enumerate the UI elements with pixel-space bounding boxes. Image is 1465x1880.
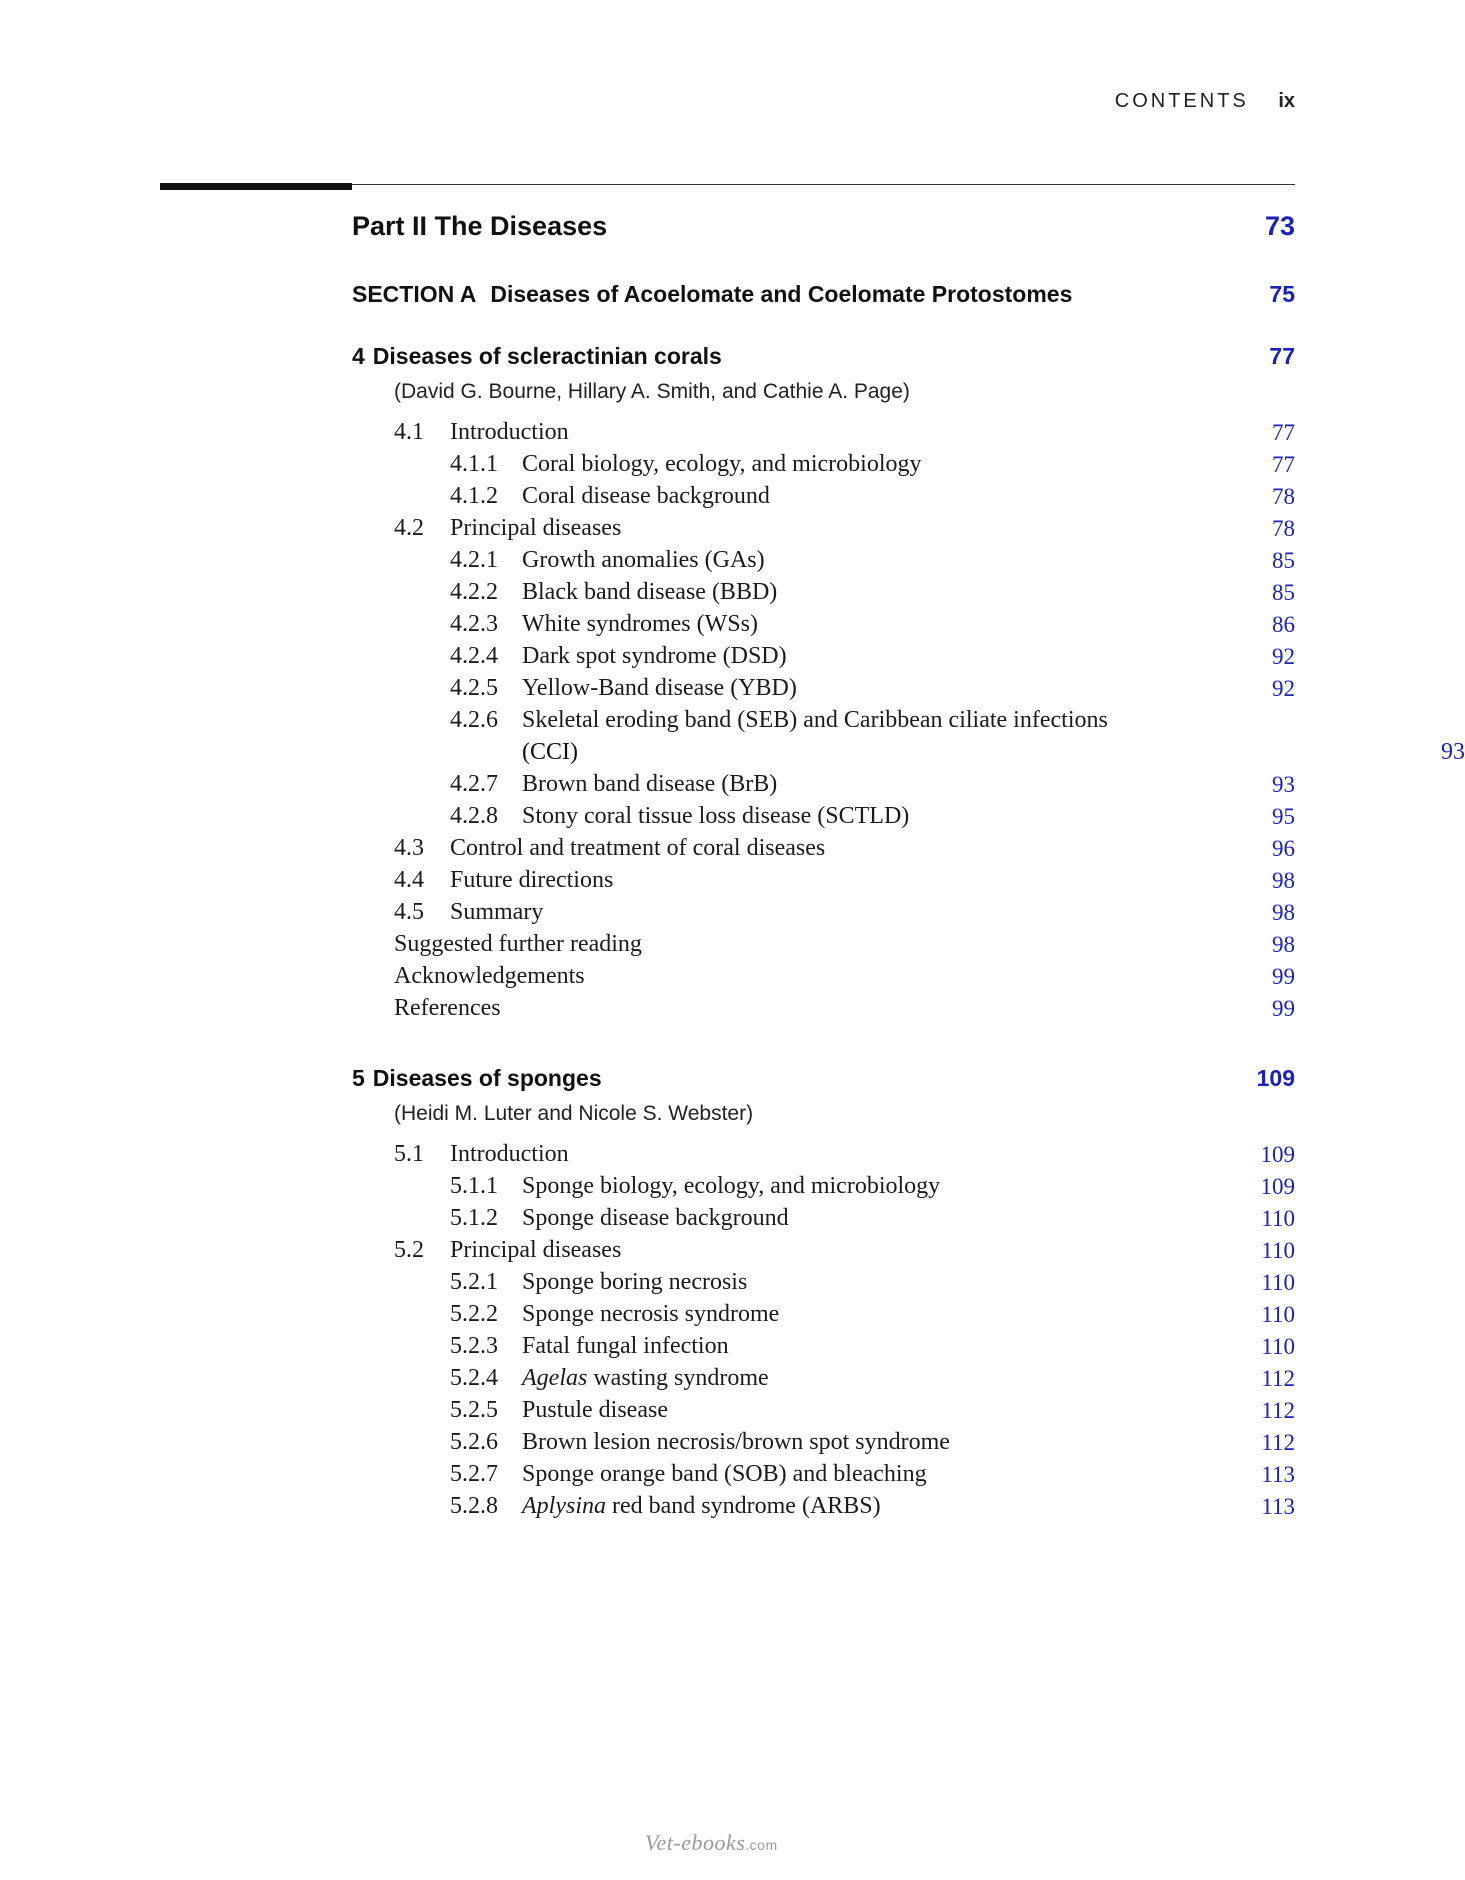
toc-entry-title: Suggested further reading bbox=[394, 931, 642, 957]
toc-entry-title: Stony coral tissue loss disease (SCTLD) bbox=[522, 803, 910, 829]
toc-entry-page-link[interactable]: 113 bbox=[1261, 1462, 1295, 1487]
toc-entry[interactable] bbox=[352, 542, 1295, 574]
toc-entry-page-link[interactable]: 112 bbox=[1261, 1398, 1295, 1423]
toc-entry-page-link[interactable]: 77 bbox=[1272, 452, 1295, 477]
chapter-number: 5 bbox=[352, 1065, 365, 1091]
toc-entry-page-link[interactable]: 98 bbox=[1272, 900, 1295, 925]
toc-entry-number: 5.1 bbox=[394, 1141, 424, 1167]
chapter-authors: (Heidi M. Luter and Nicole S. Webster) bbox=[394, 1102, 754, 1125]
toc-entry-page-link[interactable]: 85 bbox=[1272, 580, 1295, 605]
toc-entry-page-link[interactable]: 109 bbox=[1260, 1174, 1295, 1199]
toc-entry[interactable] bbox=[352, 958, 1295, 990]
toc-entry[interactable] bbox=[352, 1264, 1295, 1296]
toc-entry[interactable] bbox=[352, 638, 1295, 670]
toc-entry-title-rest: red band syndrome (ARBS) bbox=[606, 1493, 881, 1519]
chapter-number: 4 bbox=[352, 343, 365, 369]
toc-entry[interactable] bbox=[352, 1456, 1295, 1488]
toc-entry-page-link[interactable]: 112 bbox=[1261, 1430, 1295, 1455]
toc-entry-number: 5.2.8 bbox=[450, 1493, 498, 1519]
toc-entry[interactable] bbox=[352, 1200, 1295, 1232]
chapter-title: Diseases of scleractinian corals bbox=[372, 343, 722, 369]
toc-entry-title: Sponge boring necrosis bbox=[522, 1269, 748, 1295]
toc-entry[interactable] bbox=[352, 1328, 1295, 1360]
toc-entry-title: Future directions bbox=[450, 867, 614, 893]
toc-entry-title: Acknowledgements bbox=[394, 963, 585, 989]
toc-entry-page-link[interactable]: 110 bbox=[1261, 1334, 1295, 1359]
part-heading[interactable] bbox=[352, 198, 1295, 242]
toc-entry-number: 4.1 bbox=[394, 419, 424, 445]
watermark bbox=[645, 1830, 778, 1856]
toc-entry-page-link[interactable]: 92 bbox=[1272, 644, 1295, 669]
toc-entry[interactable] bbox=[352, 830, 1295, 862]
part-title: Part II The Diseases bbox=[352, 211, 608, 241]
toc-entry-title-italic: Aplysina bbox=[522, 1493, 606, 1519]
table-of-contents bbox=[352, 198, 1465, 1520]
running-head bbox=[1115, 90, 1295, 113]
running-head-label: CONTENTS bbox=[1114, 90, 1249, 112]
toc-entry[interactable] bbox=[352, 1488, 1295, 1520]
toc-entry-number: 4.1.2 bbox=[450, 483, 498, 509]
toc-entry-page-link[interactable]: 98 bbox=[1272, 932, 1295, 957]
toc-entry-number: 5.2.2 bbox=[450, 1301, 498, 1327]
toc-entry[interactable] bbox=[352, 862, 1295, 894]
toc-entry-title: Control and treatment of coral diseases bbox=[450, 835, 826, 861]
toc-entry-title: Principal diseases bbox=[450, 515, 622, 541]
toc-entry-number: 4.2 bbox=[394, 515, 424, 541]
toc-entry-page-link[interactable]: 99 bbox=[1272, 996, 1295, 1021]
toc-entry-number: 4.1.1 bbox=[450, 451, 498, 477]
toc-entry[interactable] bbox=[352, 1296, 1295, 1328]
toc-entry-number: 5.2.1 bbox=[450, 1269, 498, 1295]
toc-entry-title bbox=[522, 1365, 769, 1392]
toc-entry-number: 4.2.6 bbox=[450, 707, 498, 733]
toc-entry-page-link[interactable]: 78 bbox=[1272, 484, 1295, 509]
toc-entry-title: Summary bbox=[450, 899, 544, 925]
toc-entry-title: Sponge biology, ecology, and microbiology bbox=[522, 1173, 941, 1199]
toc-entry[interactable] bbox=[352, 1424, 1295, 1456]
toc-entry[interactable] bbox=[352, 766, 1295, 798]
watermark-suffix: .com bbox=[745, 1837, 778, 1853]
toc-entry-page-link[interactable]: 110 bbox=[1261, 1206, 1295, 1231]
toc-entry-title: Coral biology, ecology, and microbiology bbox=[522, 451, 922, 477]
toc-entry-number: 4.5 bbox=[394, 899, 424, 925]
toc-entry-number: 5.2.5 bbox=[450, 1397, 498, 1423]
toc-entry-title: Fatal fungal infection bbox=[522, 1333, 729, 1359]
toc-entry-title: Dark spot syndrome (DSD) bbox=[522, 643, 787, 669]
toc-entry-title: Skeletal eroding band (SEB) and Caribbean ciliate infections bbox=[522, 707, 1108, 733]
toc-entry-page-link[interactable]: 78 bbox=[1272, 516, 1295, 541]
toc-entry-title-continuation: (CCI) bbox=[522, 739, 578, 765]
toc-entry-page-link[interactable]: 109 bbox=[1260, 1142, 1295, 1167]
toc-entry-page-link[interactable]: 93 bbox=[1441, 739, 1465, 765]
toc-entry-number: 4.2.3 bbox=[450, 611, 498, 637]
toc-entry-number: 5.2.4 bbox=[450, 1365, 498, 1391]
toc-entry-title: Growth anomalies (GAs) bbox=[522, 547, 765, 573]
toc-entry-title: Sponge orange band (SOB) and bleaching bbox=[522, 1461, 927, 1487]
chapter-entries bbox=[352, 414, 1465, 1022]
section-page-link[interactable]: 75 bbox=[1269, 281, 1295, 307]
toc-entry-title-italic: Agelas bbox=[522, 1365, 588, 1391]
toc-entry-number: 4.2.1 bbox=[450, 547, 498, 573]
chapter-page-link[interactable]: 77 bbox=[1269, 343, 1295, 369]
section-title: Diseases of Acoelomate and Coelomate Protostomes bbox=[490, 281, 1073, 307]
toc-entry-number: 5.2.3 bbox=[450, 1333, 498, 1359]
toc-entry[interactable] bbox=[352, 1360, 1295, 1392]
toc-entry-title: Brown band disease (BrB) bbox=[522, 771, 778, 797]
toc-entry-number: 5.2.7 bbox=[450, 1461, 498, 1487]
toc-entry-number: 4.2.4 bbox=[450, 643, 498, 669]
toc-entry-page-link[interactable]: 96 bbox=[1272, 836, 1295, 861]
chapter-page-link[interactable]: 109 bbox=[1256, 1065, 1295, 1091]
part-page-link[interactable]: 73 bbox=[1264, 211, 1295, 241]
toc-entry-title bbox=[522, 1493, 881, 1520]
toc-entry[interactable] bbox=[352, 1392, 1295, 1424]
toc-entry-title: Coral disease background bbox=[522, 483, 770, 509]
toc-entry-title: Black band disease (BBD) bbox=[522, 579, 778, 605]
header-rule-thick bbox=[160, 183, 352, 190]
toc-entry-page-link[interactable]: 95 bbox=[1272, 804, 1295, 829]
toc-entry-title-rest: wasting syndrome bbox=[587, 1365, 769, 1391]
toc-entry-page-link[interactable]: 110 bbox=[1261, 1302, 1295, 1327]
chapter-heading[interactable] bbox=[352, 1052, 1295, 1092]
toc-entry[interactable] bbox=[352, 478, 1295, 510]
toc-entry-number: 5.2.6 bbox=[450, 1429, 498, 1455]
toc-entry-title: Introduction bbox=[450, 1141, 569, 1167]
section-prefix: SECTION A bbox=[352, 281, 477, 307]
toc-entry-page-link[interactable]: 110 bbox=[1261, 1238, 1295, 1263]
toc-entry-title: Sponge necrosis syndrome bbox=[522, 1301, 780, 1327]
toc-entry[interactable] bbox=[352, 798, 1295, 830]
toc-entry-number: 5.2 bbox=[394, 1237, 424, 1263]
toc-entry-title: Sponge disease background bbox=[522, 1205, 789, 1231]
toc-entry-number: 4.2.8 bbox=[450, 803, 498, 829]
toc-entry-number: 4.2.5 bbox=[450, 675, 498, 701]
toc-entry-title: Introduction bbox=[450, 419, 569, 445]
watermark-text: Vet-ebooks bbox=[645, 1830, 746, 1855]
chapter-title: Diseases of sponges bbox=[372, 1065, 602, 1091]
toc-entry[interactable] bbox=[352, 926, 1295, 958]
toc-entry-page-link[interactable]: 99 bbox=[1272, 964, 1295, 989]
section-heading[interactable] bbox=[352, 264, 1295, 308]
toc-entry[interactable] bbox=[352, 1168, 1295, 1200]
toc-entry-number: 4.2.7 bbox=[450, 771, 498, 797]
toc-entry-number: 4.3 bbox=[394, 835, 424, 861]
toc-entry-page-link[interactable]: 85 bbox=[1272, 548, 1295, 573]
toc-entry-number: 4.4 bbox=[394, 867, 424, 893]
toc-entry[interactable] bbox=[352, 1232, 1295, 1264]
toc-entry[interactable] bbox=[352, 990, 1295, 1022]
toc-entry-page-link[interactable]: 77 bbox=[1272, 420, 1295, 445]
toc-entry-number: 4.2.2 bbox=[450, 579, 498, 605]
toc-entry[interactable] bbox=[352, 1136, 1295, 1168]
toc-entry[interactable] bbox=[352, 670, 1295, 702]
toc-entry[interactable] bbox=[352, 574, 1295, 606]
toc-entry[interactable] bbox=[352, 894, 1295, 926]
toc-entry-page-link[interactable]: 110 bbox=[1261, 1270, 1295, 1295]
header-rule-thin bbox=[352, 184, 1295, 185]
toc-entry[interactable] bbox=[352, 446, 1295, 478]
toc-entry-page-link[interactable]: 86 bbox=[1272, 612, 1295, 637]
toc-entry-page-link[interactable]: 92 bbox=[1272, 676, 1295, 701]
toc-entry-page-link[interactable]: 93 bbox=[1272, 772, 1295, 797]
toc-entry[interactable] bbox=[352, 414, 1295, 446]
toc-entry-page-link[interactable]: 98 bbox=[1272, 868, 1295, 893]
toc-entry-title: White syndromes (WSs) bbox=[522, 611, 758, 637]
toc-entry[interactable] bbox=[352, 510, 1295, 542]
toc-entry-page-link[interactable]: 112 bbox=[1261, 1366, 1295, 1391]
chapter-heading[interactable] bbox=[352, 330, 1295, 370]
chapter-authors: (David G. Bourne, Hillary A. Smith, and Cathie A. Page) bbox=[394, 380, 910, 403]
toc-entry-continuation[interactable] bbox=[352, 734, 1465, 766]
toc-entry-title: Brown lesion necrosis/brown spot syndrome bbox=[522, 1429, 950, 1455]
toc-entry-title: Pustule disease bbox=[522, 1397, 668, 1423]
toc-entry-page-link[interactable]: 113 bbox=[1261, 1494, 1295, 1519]
toc-entry[interactable] bbox=[352, 606, 1295, 638]
toc-entry-title: Yellow-Band disease (YBD) bbox=[522, 675, 797, 701]
toc-entry-title: References bbox=[394, 995, 501, 1021]
toc-entry-number: 5.1.1 bbox=[450, 1173, 498, 1199]
toc-entry[interactable] bbox=[352, 702, 1295, 734]
toc-entry-number: 5.1.2 bbox=[450, 1205, 498, 1231]
toc-entry-title: Principal diseases bbox=[450, 1237, 622, 1263]
chapter-entries bbox=[352, 1136, 1295, 1520]
running-head-page-number: ix bbox=[1278, 90, 1295, 112]
